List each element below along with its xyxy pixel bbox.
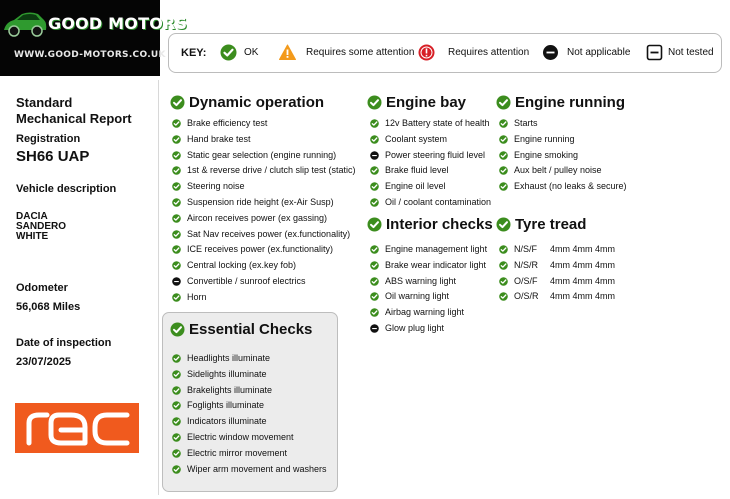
ok-check-icon	[172, 166, 181, 175]
check-icon	[367, 217, 382, 232]
vehicle-model: SANDERO	[16, 221, 67, 232]
check-item-label: 1st & reverse drive / clutch slip test (static)	[187, 165, 356, 176]
ok-check-icon	[172, 449, 181, 458]
status-key	[168, 33, 722, 73]
inspection-date-label: Date of inspection	[16, 337, 112, 349]
check-item-label: Engine management light	[385, 244, 488, 254]
check-item-label: 12v Battery state of health	[385, 118, 490, 128]
check-item-label: Glow plug light	[385, 323, 445, 333]
ok-check-icon	[172, 433, 181, 442]
check-icon	[496, 217, 511, 232]
ok-check-icon	[220, 44, 237, 61]
check-item-label: Engine smoking	[514, 149, 579, 160]
ok-check-icon	[172, 465, 181, 474]
vehicle-make: DACIA	[16, 211, 48, 222]
check-item-label: Sat Nav receives power (ex.functionality)	[187, 228, 351, 239]
ok-check-icon	[172, 119, 181, 128]
check-item-label: Oil warning light	[385, 291, 450, 302]
ok-check-icon	[499, 292, 508, 301]
check-item-label: Engine running	[514, 133, 575, 144]
check-item-label: Electric mirror movement	[187, 447, 288, 458]
ok-check-icon	[172, 214, 181, 223]
ok-check-icon	[172, 135, 181, 144]
check-item-label: Wiper arm movement and washers	[187, 463, 327, 474]
check-icon	[367, 95, 382, 110]
check-item-label: ICE receives power (ex.functionality)	[187, 244, 334, 255]
check-item-label: Suspension ride height (ex-Air Susp)	[187, 197, 334, 207]
key-ok-text: OK	[244, 47, 259, 58]
check-item-label: Exhaust (no leaks & secure)	[514, 181, 627, 192]
check-item-label: Power steering fluid level	[385, 149, 486, 160]
check-item-label: Sidelights illuminate	[187, 368, 267, 379]
rac-logo	[15, 403, 139, 453]
key-not-applicable-text: Not applicable	[567, 47, 631, 58]
ok-check-icon	[172, 151, 181, 160]
check-item-label: Foglights illuminate	[187, 400, 265, 411]
vehicle-description-label: Vehicle description	[16, 183, 117, 195]
registration-label: Registration	[16, 133, 81, 145]
check-item-label: O/S/R	[514, 291, 539, 302]
requires-attention-icon	[418, 44, 435, 61]
check-item-label: Brakelights illuminate	[187, 384, 273, 395]
tyre-tread-depths: 4mm 4mm 4mm	[550, 259, 615, 270]
check-item-label: N/S/F	[514, 244, 538, 254]
ok-check-icon	[370, 277, 379, 286]
check-item-label: Airbag warning light	[385, 307, 465, 318]
ok-check-icon	[370, 261, 379, 270]
registration-value: SH66 UAP	[16, 148, 90, 165]
ok-check-icon	[172, 198, 181, 207]
not-applicable-icon	[370, 151, 379, 160]
check-item-label: Aux belt / pulley noise	[514, 165, 602, 176]
key-not-tested-text: Not tested	[668, 47, 714, 58]
key-some-attention-text: Requires some attention	[306, 47, 415, 58]
check-item-label: Aircon receives power (ex gassing)	[187, 212, 328, 223]
check-item-label: Headlights illuminate	[187, 353, 271, 363]
ok-check-icon	[370, 198, 379, 207]
key-requires-attention-text: Requires attention	[448, 47, 530, 58]
tyre-tread-depths: 4mm 4mm 4mm	[550, 275, 615, 286]
section-title: Engine bay	[386, 94, 467, 111]
report-title-line1: Standard	[16, 95, 73, 110]
check-item-label: Static gear selection (engine running)	[187, 149, 337, 160]
section-title: Essential Checks	[189, 321, 313, 338]
section-title: Dynamic operation	[189, 94, 325, 111]
warning-triangle-icon	[279, 44, 296, 61]
ok-check-icon	[172, 370, 181, 379]
tyre-tread-depths: 4mm 4mm 4mm	[550, 291, 615, 302]
ok-check-icon	[172, 386, 181, 395]
odometer-value: 56,068 Miles	[16, 301, 81, 313]
not-tested-icon	[646, 44, 663, 61]
good-motors-logo	[0, 0, 188, 76]
check-item-label: Oil / coolant contamination	[385, 197, 492, 207]
ok-check-icon	[499, 182, 508, 191]
not-applicable-icon	[172, 277, 181, 286]
check-icon	[170, 95, 185, 110]
check-item-label: Brake wear indicator light	[385, 259, 487, 270]
inspection-date-value: 23/07/2025	[16, 356, 72, 368]
check-item-label: Engine oil level	[385, 181, 446, 192]
check-item-label: Brake efficiency test	[187, 118, 268, 128]
ok-check-icon	[172, 354, 181, 363]
ok-check-icon	[499, 277, 508, 286]
tyre-tread-depths: 4mm 4mm 4mm	[550, 244, 615, 254]
ok-check-icon	[172, 245, 181, 254]
ok-check-icon	[370, 308, 379, 317]
check-item-label: Electric window movement	[187, 432, 294, 442]
check-item-label: Indicators illuminate	[187, 416, 267, 427]
ok-check-icon	[499, 119, 508, 128]
check-item-label: Brake fluid level	[385, 165, 449, 176]
check-item-label: N/S/R	[514, 259, 539, 270]
check-item-label: Horn	[187, 291, 207, 302]
ok-check-icon	[370, 119, 379, 128]
ok-check-icon	[172, 417, 181, 426]
ok-check-icon	[172, 401, 181, 410]
ok-check-icon	[370, 166, 379, 175]
ok-check-icon	[370, 182, 379, 191]
car-logo-icon	[2, 6, 48, 42]
section-title: Tyre tread	[515, 216, 587, 233]
ok-check-icon	[172, 182, 181, 191]
ok-check-icon	[499, 135, 508, 144]
not-applicable-icon	[542, 44, 559, 61]
odometer-label: Odometer	[16, 282, 68, 294]
not-applicable-icon	[370, 324, 379, 333]
rac-logo-icon	[15, 403, 139, 453]
ok-check-icon	[499, 151, 508, 160]
vehicle-description	[16, 212, 66, 242]
check-icon	[496, 95, 511, 110]
check-item-label: Coolant system	[385, 133, 448, 144]
check-item-label: Central locking (ex.key fob)	[187, 260, 297, 271]
ok-check-icon	[370, 135, 379, 144]
check-item-label: Starts	[514, 118, 538, 128]
report-title-line2: Mechanical Report	[16, 111, 132, 126]
section-title: Engine running	[515, 94, 625, 111]
ok-check-icon	[370, 292, 379, 301]
section-title: Interior checks	[386, 216, 493, 233]
ok-check-icon	[172, 293, 181, 302]
logo-url-text: WWW.GOOD-MOTORS.CO.UK	[14, 50, 166, 60]
ok-check-icon	[172, 230, 181, 239]
check-item-label: ABS warning light	[385, 275, 457, 286]
check-icon	[170, 322, 185, 337]
check-item-label: Convertible / sunroof electrics	[187, 276, 306, 286]
key-label: KEY:	[181, 47, 207, 59]
logo-brand-text: GOOD MOTORS	[48, 14, 188, 33]
vehicle-colour: WHITE	[16, 231, 49, 242]
check-item-label: Steering noise	[187, 181, 245, 192]
ok-check-icon	[499, 166, 508, 175]
ok-check-icon	[370, 245, 379, 254]
report-title	[16, 95, 132, 127]
ok-check-icon	[499, 245, 508, 254]
ok-check-icon	[499, 261, 508, 270]
check-item-label: O/S/F	[514, 275, 538, 286]
ok-check-icon	[172, 261, 181, 270]
check-item-label: Hand brake test	[187, 133, 251, 144]
